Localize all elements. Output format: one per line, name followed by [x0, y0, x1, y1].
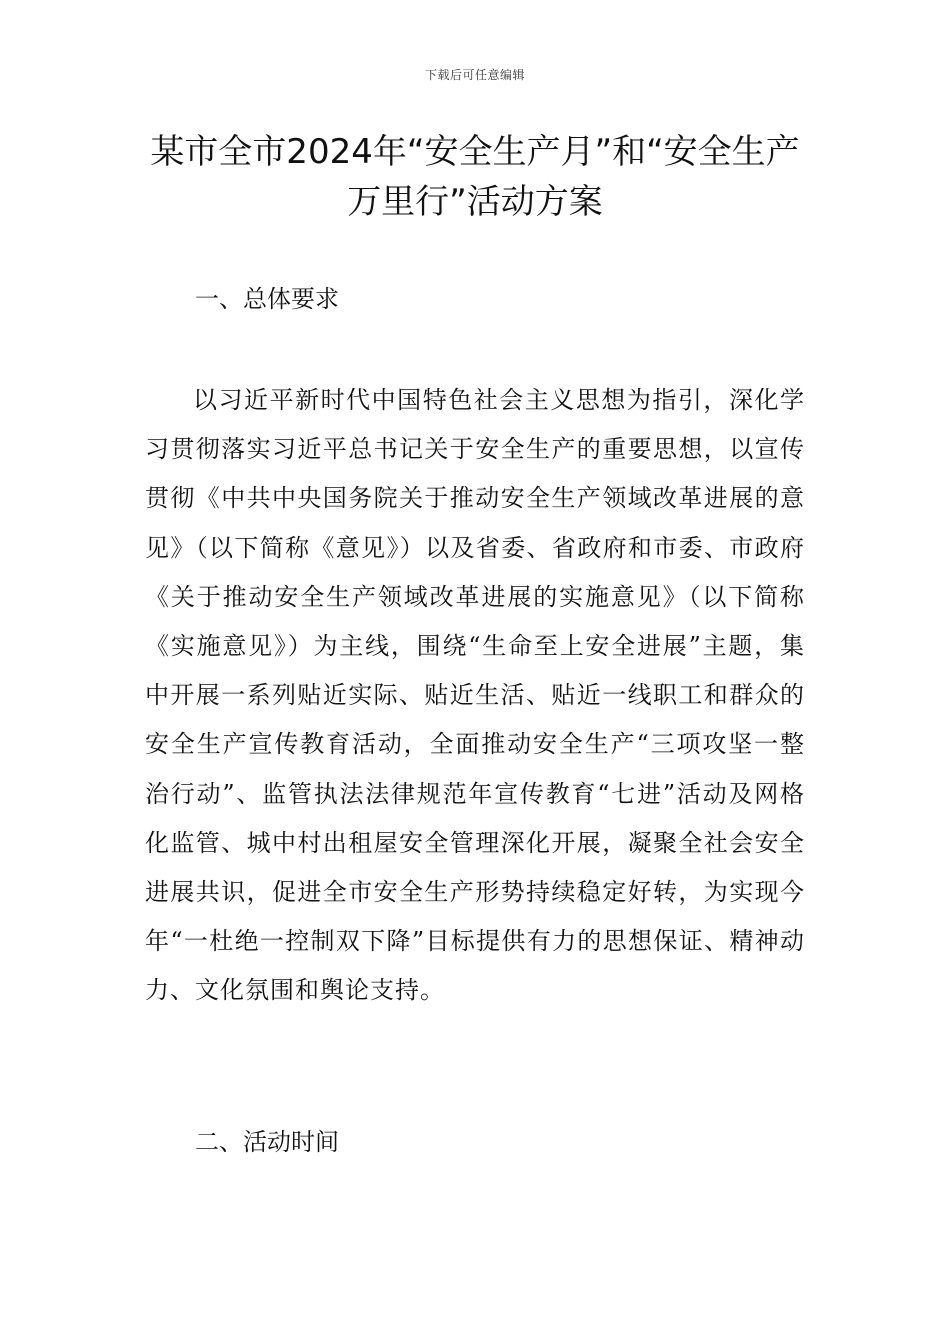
- section-heading-general-requirements: 一、总体要求: [195, 285, 339, 313]
- body-paragraph: 以习近平新时代中国特色社会主义思想为指引，深化学习贯彻落实习近平总书记关于安全生产的重要思想，以宣传贯彻《中共中央国务院关于推动安全生产领域改革进展的意见》（以下简称《意见》）以及省委、省政府和市委、市政府《关于推动安全生产领域改革进展的实施意见》（以下简称《实施意见》）为主线，围绕“生命至上安全进展”主题，集中开展一系列贴近实际、贴近生活、贴近一线职工和群众的安全生产宣传教育活动，全面推动安全生产“三项攻坚一整治行动”、监管执法法律规范年宣传教育“七进”活动及网格化监管、城中村出租屋安全管理深化开展，凝聚全社会安全进展共识，促进全市安全生产形势持续稳定好转，为实现今年“一杜绝一控制双下降”目标提供有力的思想保证、精神动力、文化氛围和舆论支持。: [145, 386, 805, 1005]
- header-note: 下载后可任意编辑: [424, 68, 525, 82]
- document-title: 某市全市2024年“安全生产月”和“安全生产万里行”活动方案: [150, 132, 800, 222]
- section-heading-activity-time: 二、活动时间: [195, 1128, 339, 1156]
